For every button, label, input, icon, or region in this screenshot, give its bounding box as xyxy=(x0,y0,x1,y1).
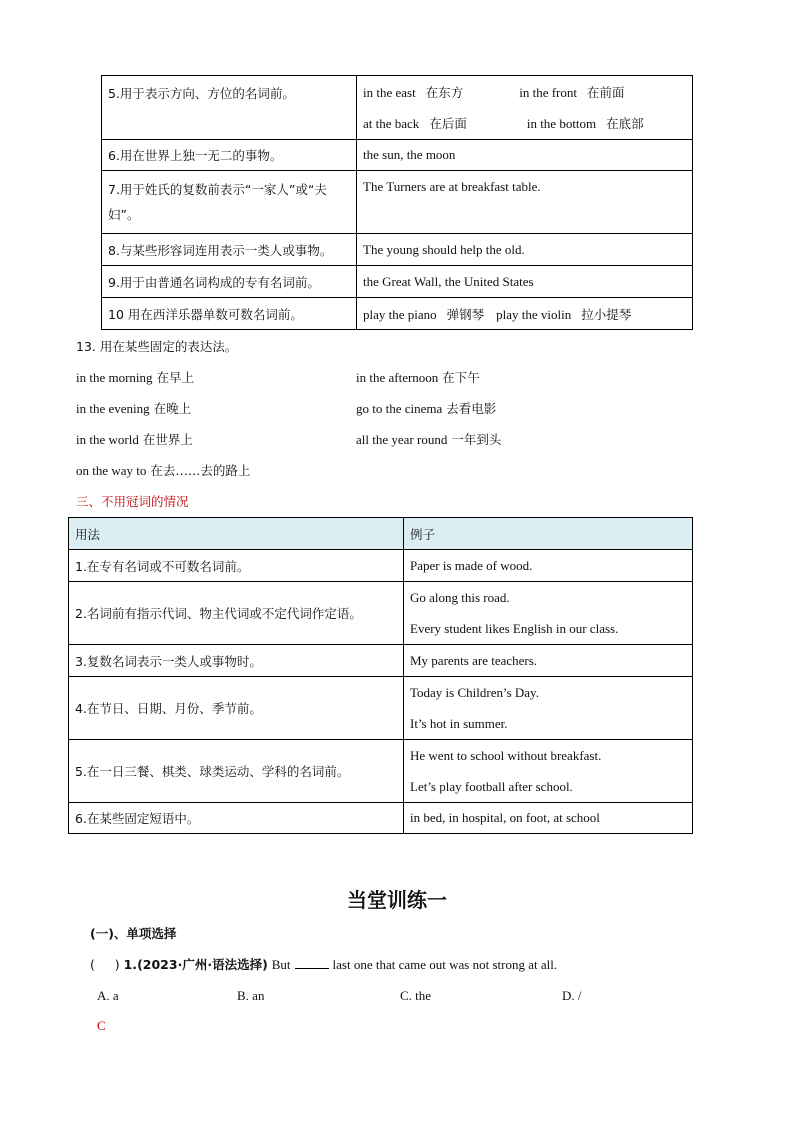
usage-text: 6.用在世界上独一无二的事物。 xyxy=(108,148,283,163)
example-translation: 弹钢琴 xyxy=(446,306,485,322)
table-row xyxy=(69,677,693,740)
answer-key: C xyxy=(97,1018,106,1033)
header-text: 例子 xyxy=(410,526,436,542)
expression-en: in the evening xyxy=(76,401,150,416)
example-translation: 拉小提琴 xyxy=(581,306,632,322)
example-text: play the violin xyxy=(496,306,572,322)
usage-cell xyxy=(69,803,404,834)
example-text: He went to school without breakfast. xyxy=(410,748,602,763)
example-text: Paper is made of wood. xyxy=(410,557,533,573)
example-line xyxy=(363,77,686,108)
expression-en: all the year round xyxy=(356,432,448,447)
question-type-heading: (一)、单项选择 xyxy=(90,926,177,941)
fixed-expression xyxy=(356,368,480,386)
expression-zh: 在世界上 xyxy=(142,432,193,447)
answer-blank[interactable] xyxy=(295,956,329,969)
example-cell xyxy=(357,140,693,171)
example-cell xyxy=(357,266,693,298)
fixed-expression xyxy=(76,461,250,479)
example-text: play the piano xyxy=(363,306,437,322)
usage-text: 3.复数名词表示一类人或事物时。 xyxy=(75,653,262,669)
question-stem-start: But xyxy=(271,957,291,972)
usage-cell xyxy=(102,76,357,140)
example-cell xyxy=(357,234,693,266)
example-text: My parents are teachers. xyxy=(410,652,538,668)
usage-text: 4.在节日、日期、月份、季节前。 xyxy=(75,701,262,716)
question-source: (2023·广州·语法选择) xyxy=(137,957,268,972)
fixed-expression xyxy=(356,430,501,448)
article-usage-table-continued xyxy=(101,75,693,330)
example-cell xyxy=(404,803,693,834)
example-text: Today is Children’s Day. xyxy=(410,685,539,700)
table-row xyxy=(102,140,693,171)
expression-en: go to the cinema xyxy=(356,401,443,416)
option-b[interactable]: B. an xyxy=(237,988,265,1003)
example-cell xyxy=(404,677,693,740)
usage-text: 5.在一日三餐、棋类、球类运动、学科的名词前。 xyxy=(75,764,350,779)
example-text: Every student likes English in our class. xyxy=(410,621,619,636)
expression-zh: 在去……去的路上 xyxy=(150,463,251,478)
table-row xyxy=(69,740,693,803)
table-row xyxy=(102,234,693,266)
question-number: 1. xyxy=(123,957,138,972)
header-cell-example xyxy=(404,518,693,550)
fixed-expression xyxy=(76,430,193,448)
no-article-usage-table xyxy=(68,517,693,834)
example-text: in the front xyxy=(519,84,577,100)
expression-en: in the morning xyxy=(76,370,153,385)
example-text: Let’s play football after school. xyxy=(410,779,573,794)
answer-bracket[interactable]: ( ) xyxy=(90,957,120,972)
table-header-row xyxy=(69,518,693,550)
usage-cell xyxy=(102,140,357,171)
fixed-expressions-title: 13. 用在某些固定的表达法。 xyxy=(76,339,238,354)
example-translation: 在前面 xyxy=(587,84,625,100)
usage-text: 9.用于由普通名词构成的专有名词前。 xyxy=(108,274,320,290)
option-c[interactable]: C. the xyxy=(400,988,432,1003)
expression-zh: 在下午 xyxy=(442,370,480,385)
expression-en: on the way to xyxy=(76,463,147,478)
example-text: The young should help the old. xyxy=(363,241,525,257)
example-text: in the east xyxy=(363,84,416,100)
usage-cell xyxy=(69,677,404,740)
example-cell xyxy=(404,740,693,803)
table-row xyxy=(102,171,693,234)
usage-text: 6.在某些固定短语中。 xyxy=(75,811,200,826)
expression-zh: 在晚上 xyxy=(153,401,192,416)
usage-text: 1.在专有名词或不可数名词前。 xyxy=(75,558,250,574)
usage-cell xyxy=(69,645,404,677)
question-stem-end: last one that came out was not strong at all. xyxy=(332,957,558,972)
example-text: It’s hot in summer. xyxy=(410,716,508,731)
example-text: in the bottom xyxy=(526,115,597,131)
example-text: The Turners are at breakfast table. xyxy=(363,179,541,194)
usage-text: 2.名词前有指示代词、物主代词或不定代词作定语。 xyxy=(75,606,362,621)
fixed-expression xyxy=(356,399,496,417)
example-cell xyxy=(404,645,693,677)
example-text: the Great Wall, the United States xyxy=(363,273,534,289)
question-1 xyxy=(90,955,557,973)
usage-cell xyxy=(69,550,404,582)
table-row xyxy=(69,582,693,645)
example-translation: 在底部 xyxy=(606,115,644,131)
usage-text: 8.与某些形容词连用表示一类人或事物。 xyxy=(108,242,333,258)
usage-cell xyxy=(102,298,357,330)
table-row xyxy=(102,298,693,330)
header-text: 用法 xyxy=(75,526,101,542)
expression-zh: 去看电影 xyxy=(446,401,497,416)
expression-en: in the world xyxy=(76,432,139,447)
example-text: in bed, in hospital, on foot, at school xyxy=(410,810,600,825)
header-cell-usage xyxy=(69,518,404,550)
table-row xyxy=(102,76,693,140)
option-a[interactable]: A. a xyxy=(97,988,119,1003)
example-translation: 在东方 xyxy=(425,84,464,100)
table-row xyxy=(69,803,693,834)
example-cell xyxy=(357,298,693,330)
option-d[interactable]: D. / xyxy=(562,988,582,1003)
example-cell xyxy=(357,171,693,234)
example-cell xyxy=(404,582,693,645)
fixed-expression xyxy=(76,368,194,386)
example-cell xyxy=(357,76,693,140)
usage-text: 10 用在西洋乐器单数可数名词前。 xyxy=(108,306,303,322)
expression-zh: 一年到头 xyxy=(451,432,502,447)
usage-text: 5.用于表示方向、方位的名词前。 xyxy=(108,86,295,101)
example-line xyxy=(363,108,686,139)
usage-cell xyxy=(102,171,357,234)
usage-cell xyxy=(102,266,357,298)
table-row xyxy=(69,645,693,677)
example-text: the sun, the moon xyxy=(363,147,456,162)
usage-cell xyxy=(102,234,357,266)
example-text: at the back xyxy=(363,115,420,131)
example-translation: 在后面 xyxy=(429,115,467,131)
example-cell xyxy=(404,550,693,582)
table-row xyxy=(69,550,693,582)
practice-title: 当堂训练一 xyxy=(347,888,447,912)
expression-en: in the afternoon xyxy=(356,370,439,385)
usage-cell xyxy=(69,582,404,645)
section-heading: 三、不用冠词的情况 xyxy=(76,494,189,509)
table-row xyxy=(102,266,693,298)
expression-zh: 在早上 xyxy=(156,370,195,385)
usage-cell xyxy=(69,740,404,803)
usage-text: 7.用于姓氏的复数前表示“一家人”或“夫妇”。 xyxy=(108,182,327,222)
example-text: Go along this road. xyxy=(410,590,510,605)
fixed-expression xyxy=(76,399,191,417)
